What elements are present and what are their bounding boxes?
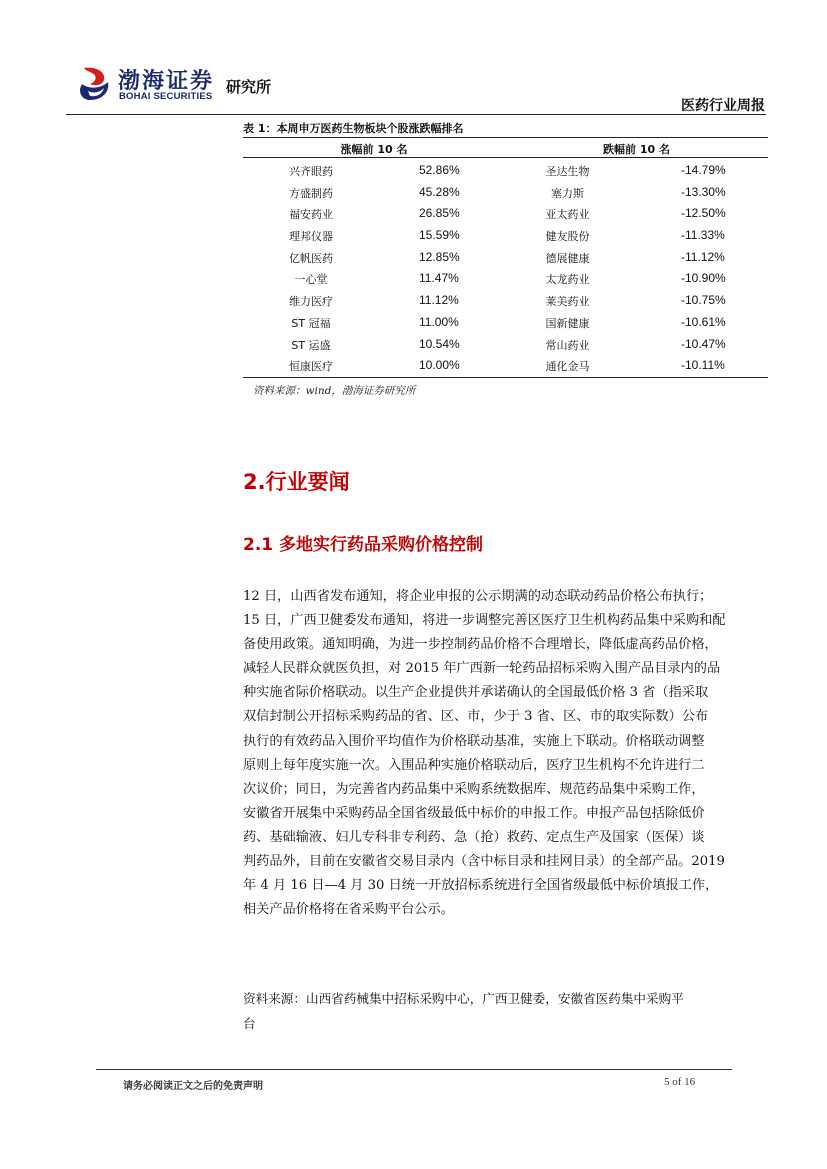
- table-row: [243, 203, 768, 225]
- paragraph-line: 判药品外，目前在安徽省交易目录内（含中标目录和挂网目录）的全部产品。2019: [243, 854, 725, 870]
- loser-change: -11.12%: [681, 249, 725, 264]
- gainer-name: ST 冠福: [291, 316, 331, 330]
- loser-name: 太龙药业: [545, 273, 590, 287]
- loser-name: 塞力斯: [551, 186, 584, 200]
- gainer-change: 11.12%: [419, 293, 459, 308]
- gainer-name: 福安药业: [289, 208, 333, 222]
- table-row: [243, 268, 768, 290]
- gainer-change: 10.54%: [419, 336, 460, 351]
- institute-label: 研究所: [226, 78, 272, 96]
- paragraph-line: 原则上每年度实施一次。入围品种实施价格联动后，医疗卫生机构不允许进行二: [243, 757, 705, 773]
- loser-change: -10.11%: [681, 358, 725, 373]
- loser-name: 圣达生物: [545, 165, 590, 178]
- table-row: [243, 182, 768, 204]
- paragraph-line: 药、基础输液、妇儿专科非专利药、急（抢）救药、定点生产及国家（医保）谈: [243, 829, 705, 845]
- loser-change: -10.61%: [681, 314, 726, 329]
- loser-change: -13.30%: [681, 184, 726, 199]
- gainer-change: 10.00%: [419, 358, 460, 373]
- disclaimer-notice: 请务必阅读正文之后的免责声明: [123, 1081, 263, 1092]
- table-source-note: 资料来源：wind，渤海证券研究所: [253, 385, 416, 397]
- source-line: 资料来源：山西省药械集中招标采购中心，广西卫健委，安徽省医药集中采购平: [243, 991, 684, 1006]
- loser-name: 通化金马: [545, 360, 590, 374]
- table-row: [243, 160, 768, 182]
- gainer-change: 45.28%: [419, 184, 460, 199]
- news-paragraph: [243, 585, 768, 922]
- bohai-logo-icon: [78, 64, 112, 104]
- brand-name-cn: 渤海证券: [118, 69, 215, 94]
- gainer-change: 15.59%: [419, 228, 460, 243]
- gainer-name: 维力医疗: [289, 295, 333, 309]
- table-bottom-rule: [243, 377, 768, 378]
- gainer-change: 12.85%: [419, 249, 460, 264]
- table-row: [243, 247, 768, 269]
- gainer-change: 11.00%: [419, 314, 459, 329]
- gainer-name: 兴齐眼药: [289, 165, 333, 178]
- table-body: [243, 160, 768, 377]
- table-row: [243, 355, 768, 377]
- loser-change: -10.75%: [681, 293, 726, 308]
- loser-name: 健友股份: [545, 230, 590, 244]
- paragraph-line: 双信封制公开招标采购药品的省、区、市，少于 3 省、区、市的取实际数）公布: [243, 709, 709, 725]
- paragraph-line: 安徽省开展集中采购药品全国省级最低中标价的申报工作。申报产品包括除低价: [243, 805, 705, 821]
- gainer-change: 11.47%: [419, 271, 459, 286]
- loser-change: -10.90%: [681, 271, 726, 286]
- source-line: 台: [243, 1015, 256, 1031]
- header-divider: [66, 114, 766, 115]
- loser-change: -10.47%: [681, 336, 726, 351]
- table-row: [243, 225, 768, 247]
- paragraph-line: 种实施省际价格联动。以生产企业提供并承诺确认的全国最低价格 3 省（指采取: [243, 685, 709, 701]
- loser-change: -11.33%: [681, 228, 725, 243]
- paragraph-line: 15 日，广西卫健委发布通知，将进一步调整完善区医疗卫生机构药品集中采购和配: [243, 613, 726, 629]
- loser-change: -14.79%: [681, 163, 726, 177]
- gainer-name: ST 运盛: [291, 338, 331, 352]
- loser-name: 亚太药业: [545, 208, 590, 222]
- footer-divider: [96, 1069, 732, 1070]
- gainer-name: 方盛制药: [289, 186, 333, 200]
- brand-name-en: BOHAI SECURITIES: [119, 91, 213, 102]
- paragraph-line: 相关产品价格将在省采购平台公示。: [243, 902, 454, 918]
- table-top-rule: [243, 137, 768, 138]
- paragraph-line: 次议价；同日，为完善省内药品集中采购系统数据库、规范药品集中采购工作，: [243, 781, 705, 797]
- paragraph-line: 备使用政策。通知明确，为进一步控制药品价格不合理增长，降低虚高药品价格，: [243, 637, 718, 653]
- loser-name: 国新健康: [545, 316, 590, 330]
- gainer-change: 52.86%: [419, 163, 460, 177]
- news-source-note: [243, 987, 768, 1036]
- report-type-label: 医药行业周报: [681, 98, 765, 114]
- loser-name: 常山药业: [545, 338, 590, 352]
- table-header-gainers: 涨幅前 10 名: [340, 143, 408, 156]
- paragraph-line: 执行的有效药品入围价平均值作为价格联动基准，实施上下联动。价格联动调整: [243, 733, 705, 749]
- gainer-name: 恒康医疗: [289, 360, 333, 374]
- loser-name: 德展健康: [545, 251, 590, 265]
- table-header-rule: [243, 157, 768, 158]
- table-title: 表 1：本周申万医药生物板块个股涨跌幅排名: [243, 122, 464, 135]
- gainer-name: 亿帆医药: [289, 251, 333, 265]
- paragraph-line: 年 4 月 16 日—4 月 30 日统一开放招标系统进行全国省级最低中标价填报工作，: [243, 878, 719, 894]
- loser-name: 莱美药业: [545, 295, 590, 309]
- table-row: [243, 312, 768, 334]
- section-title: 2.行业要闻: [243, 470, 350, 494]
- page-number: 5 of 16: [664, 1076, 696, 1088]
- gainer-name: 一心堂: [294, 273, 328, 287]
- table-row: [243, 334, 768, 356]
- subsection-title: 2.1 多地实行药品采购价格控制: [243, 535, 484, 555]
- paragraph-line: 减轻人民群众就医负担，对 2015 年广西新一轮药品招标采购入围产品目录内的品: [243, 661, 721, 677]
- table-row: [243, 290, 768, 312]
- gainer-change: 26.85%: [419, 206, 460, 221]
- paragraph-line: 12 日，山西省发布通知，将企业申报的公示期满的动态联动药品价格公布执行；: [243, 589, 713, 604]
- table-header-losers: 跌幅前 10 名: [603, 143, 670, 156]
- loser-change: -12.50%: [681, 206, 726, 221]
- gainer-name: 理邦仪器: [289, 230, 333, 244]
